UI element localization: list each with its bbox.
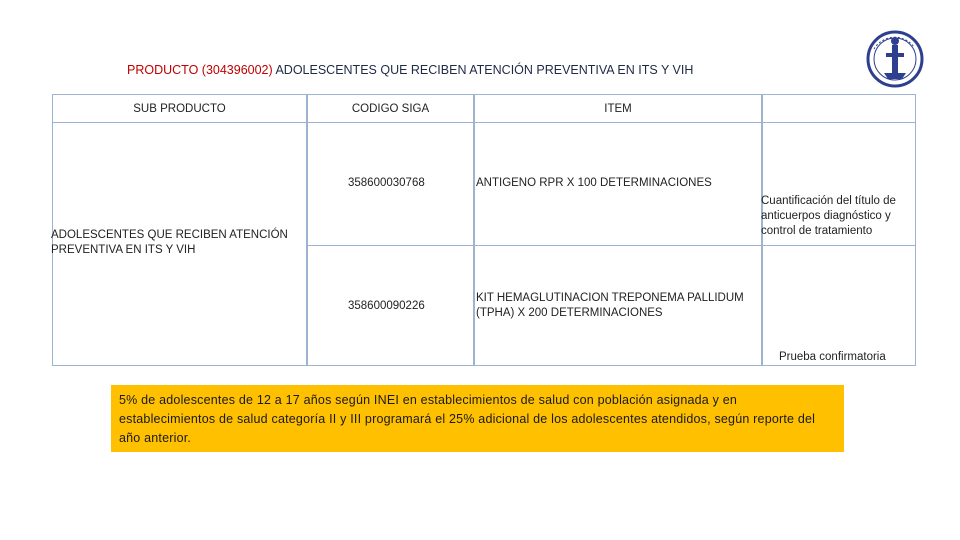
product-name: ADOLESCENTES QUE RECIBEN ATENCIÓN PREVENTIVA EN ITS Y VIH [272, 63, 694, 77]
row-2-item: KIT HEMAGLUTINACION TREPONEMA PALLIDUM (TPHA) X 200 DETERMINACIONES [476, 292, 744, 319]
row-2-code: 358600090226 [348, 300, 425, 312]
programming-note: 5% de adolescentes de 12 a 17 años según INEI en establecimientos de salud con población asignada y en establecimientos de salud categoría II y III programará el 25% adicional de los adolescentes atendidos, según reporte del año anterior. [111, 385, 844, 452]
table-row-2-item-cell [474, 245, 762, 366]
header-codigo-siga: CODIGO SIGA [307, 94, 474, 123]
table-row-1-code-cell [307, 122, 474, 246]
row-1-code: 358600030768 [348, 177, 425, 189]
subproduct-cell [52, 122, 307, 366]
table-row-1-item-cell [474, 122, 762, 246]
product-code: 304396002) [205, 63, 273, 77]
row-1-note: Cuantificación del título de anticuerpos diagnóstico y control de tratamiento [761, 195, 896, 237]
product-title [127, 63, 693, 77]
product-code-prefix: PRODUCTO ( [127, 63, 206, 77]
subproduct-text: ADOLESCENTES QUE RECIBEN ATENCIÓN PREVENTIVA EN ITS Y VIH [51, 229, 288, 256]
table-row-1-note-cell [762, 122, 916, 246]
table-row-2-note-cell [762, 245, 916, 366]
header-item: ITEM [474, 94, 762, 123]
table-row-2-code-cell [307, 245, 474, 366]
row-2-note: Prueba confirmatoria [779, 351, 886, 363]
header-subproduct: SUB PRODUCTO [52, 94, 307, 123]
row-1-item: ANTIGENO RPR X 100 DETERMINACIONES [476, 177, 712, 189]
institution-logo [866, 27, 924, 91]
header-note [762, 94, 916, 123]
